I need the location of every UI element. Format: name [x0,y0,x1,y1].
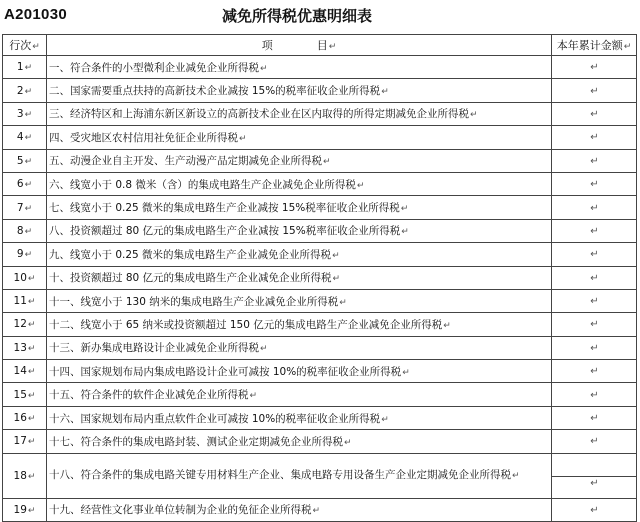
row-number: 12↵ [3,313,47,336]
table-row [3,79,637,102]
table-row [3,149,637,172]
row-item: 三、经济特区和上海浦东新区新设立的高新技术企业在区内取得的所得定期减免企业所得税↵ [47,102,552,125]
amount-divider [552,454,636,477]
table-row [3,102,637,125]
table-row [3,336,637,359]
table-header-row [3,35,637,56]
row-amount[interactable]: ↵ [552,79,637,102]
row-item: 十七、符合条件的集成电路封装、测试企业定期减免企业所得税↵ [47,430,552,453]
row-amount[interactable]: ↵ [552,406,637,429]
table-row [3,430,637,453]
row-number: 15↵ [3,383,47,406]
row-amount[interactable]: ↵ [552,126,637,149]
row-number: 11↵ [3,289,47,312]
row-item: 七、线宽小于 0.25 微米的集成电路生产企业减按 15%税率征收企业所得税↵ [47,196,552,219]
row-amount[interactable]: ↵ [552,383,637,406]
row-amount[interactable]: ↵ [552,289,637,312]
form-code: A201030 [4,6,67,23]
row-number: 17↵ [3,430,47,453]
table-row [3,406,637,429]
table-row [3,196,637,219]
table-row [3,266,637,289]
header-row-no: 行次↵ [3,35,47,56]
row-number: 4↵ [3,126,47,149]
row-amount[interactable]: ↵ [552,430,637,453]
row-amount[interactable]: ↵ [552,360,637,383]
row-number: 16↵ [3,406,47,429]
row-item: 四、受灾地区农村信用社免征企业所得税↵ [47,126,552,149]
row-number: 6↵ [3,172,47,195]
row-item: 五、动漫企业自主开发、生产动漫产品定期减免企业所得税↵ [47,149,552,172]
row-item: 十八、符合条件的集成电路关键专用材料生产企业、集成电路专用设备生产企业定期减免企业所得税↵ [47,453,552,498]
row-item: 十一、线宽小于 130 纳米的集成电路生产企业减免企业所得税↵ [47,289,552,312]
row-amount[interactable]: ↵ [552,498,637,521]
row-number: 2↵ [3,79,47,102]
row-item: 十四、国家规划布局内集成电路设计企业可减按 10%的税率征收企业所得税↵ [47,360,552,383]
tax-reduction-table [2,34,637,522]
row-item: 一、符合条件的小型微利企业减免企业所得税↵ [47,56,552,79]
table-row [3,243,637,266]
table-row [3,56,637,79]
table-row [3,383,637,406]
table-row [3,453,637,498]
table-row [3,289,637,312]
row-amount[interactable]: ↵ [552,196,637,219]
table-row [3,126,637,149]
row-number: 13↵ [3,336,47,359]
row-amount[interactable]: ↵ [552,453,637,498]
row-item: 十六、国家规划布局内重点软件企业可减按 10%的税率征收企业所得税↵ [47,406,552,429]
row-number: 7↵ [3,196,47,219]
row-amount[interactable]: ↵ [552,266,637,289]
table-row [3,360,637,383]
table-row [3,219,637,242]
row-number: 14↵ [3,360,47,383]
row-item: 八、投资额超过 80 亿元的集成电路生产企业减按 15%税率征收企业所得税↵ [47,219,552,242]
table-row [3,498,637,521]
row-number: 19↵ [3,498,47,521]
header-item: 项 目↵ [47,35,552,56]
row-amount[interactable]: ↵ [552,172,637,195]
row-number: 5↵ [3,149,47,172]
row-number: 9↵ [3,243,47,266]
row-amount[interactable]: ↵ [552,336,637,359]
row-number: 8↵ [3,219,47,242]
row-amount[interactable]: ↵ [552,56,637,79]
row-item: 十五、符合条件的软件企业减免企业所得税↵ [47,383,552,406]
row-item: 十二、线宽小于 65 纳米或投资额超过 150 亿元的集成电路生产企业减免企业所得税↵ [47,313,552,336]
row-item: 十、投资额超过 80 亿元的集成电路生产企业减免企业所得税↵ [47,266,552,289]
table-row [3,172,637,195]
row-amount[interactable]: ↵ [552,313,637,336]
table-row [3,313,637,336]
row-number: 1↵ [3,56,47,79]
row-amount[interactable]: ↵ [552,219,637,242]
row-item: 九、线宽小于 0.25 微米的集成电路生产企业减免企业所得税↵ [47,243,552,266]
row-item: 六、线宽小于 0.8 微米（含）的集成电路生产企业减免企业所得税↵ [47,172,552,195]
row-number: 18↵ [3,453,47,498]
row-item: 十三、新办集成电路设计企业减免企业所得税↵ [47,336,552,359]
row-amount[interactable]: ↵ [552,243,637,266]
row-number: 3↵ [3,102,47,125]
row-item: 十九、经营性文化事业单位转制为企业的免征企业所得税↵ [47,498,552,521]
row-item: 二、国家需要重点扶持的高新技术企业减按 15%的税率征收企业所得税↵ [47,79,552,102]
row-amount[interactable]: ↵ [552,102,637,125]
row-amount[interactable]: ↵ [552,149,637,172]
header-amount: 本年累计金额↵ [552,35,637,56]
row-number: 10↵ [3,266,47,289]
page-title: 减免所得税优惠明细表 [222,7,373,25]
